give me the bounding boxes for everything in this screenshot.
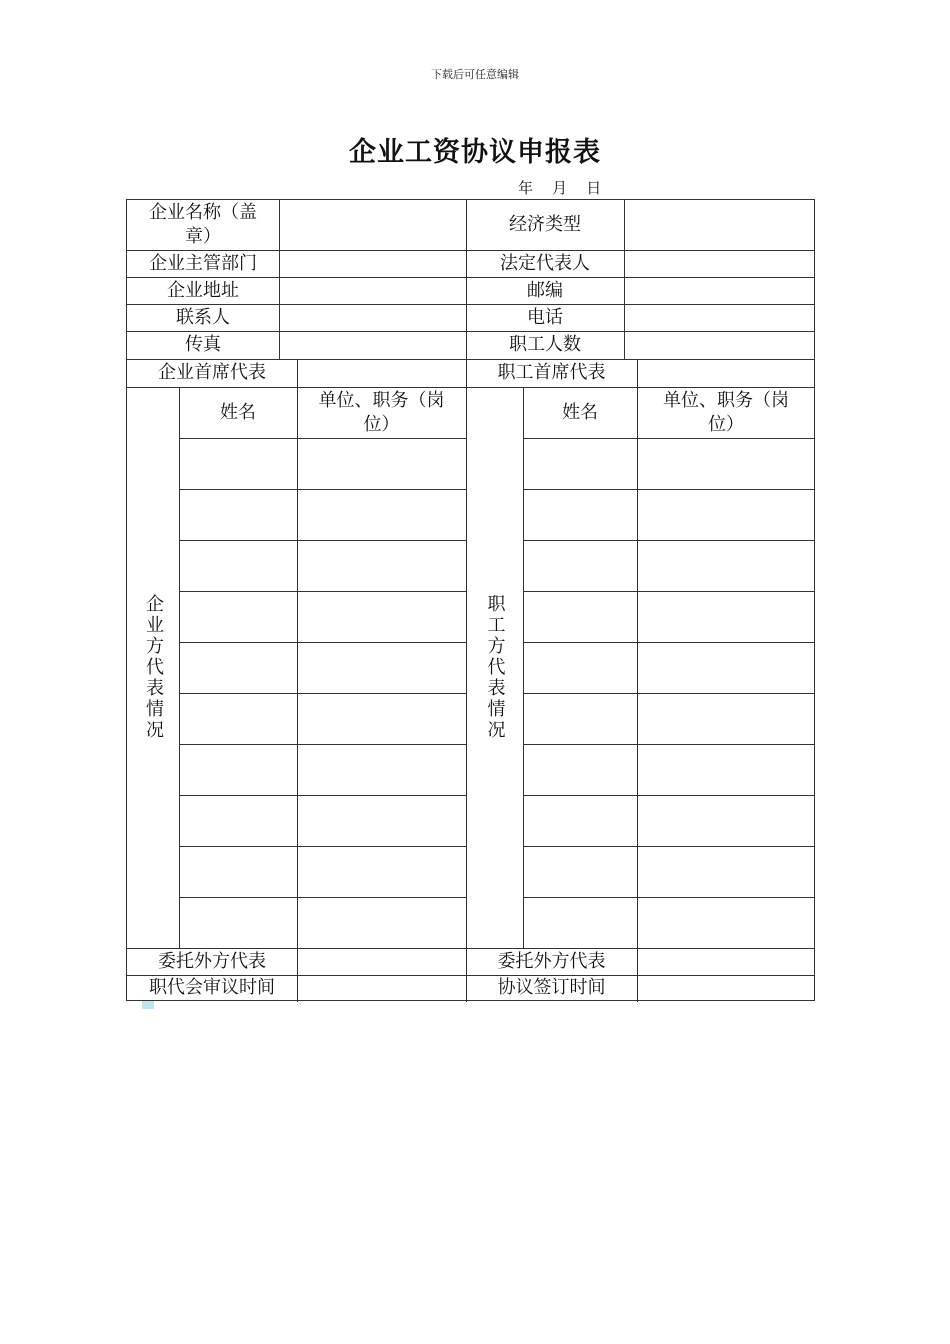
header-employee-unit-post: 单位、职务（岗位） xyxy=(663,389,789,435)
field-agreement-sign-time[interactable] xyxy=(637,975,815,1001)
label-enterprise-side xyxy=(127,387,179,948)
enterprise-side-text: 企业方代表情况 xyxy=(143,594,164,741)
cursor-mark xyxy=(142,1001,154,1009)
label-address: 企业地址 xyxy=(167,279,239,301)
field-economic-type[interactable] xyxy=(624,200,815,250)
field-entrusted-rep-left[interactable] xyxy=(297,948,466,975)
label-entrusted-rep-right: 委托外方代表 xyxy=(497,950,606,972)
field-enterprise-name[interactable] xyxy=(279,200,466,250)
date-month: 月 xyxy=(552,179,568,197)
label-entrusted-rep-left: 委托外方代表 xyxy=(158,950,266,972)
label-enterprise-name: 企业名称（盖章） xyxy=(149,202,257,247)
field-congress-review-time[interactable] xyxy=(297,975,466,1001)
page-title: 企业工资协议申报表 xyxy=(349,137,601,168)
label-employee-side xyxy=(466,387,523,948)
field-enterprise-chief-rep[interactable] xyxy=(297,359,466,387)
date-line xyxy=(518,177,601,198)
header-enterprise-name: 姓名 xyxy=(220,401,256,423)
label-enterprise-chief-rep: 企业首席代表 xyxy=(158,362,266,383)
field-fax[interactable] xyxy=(279,331,466,359)
label-employee-count: 职工人数 xyxy=(509,334,581,355)
label-economic-type: 经济类型 xyxy=(509,214,581,235)
label-contact: 联系人 xyxy=(176,306,230,328)
employee-side-text: 职工方代表情况 xyxy=(484,594,506,741)
field-entrusted-rep-right[interactable] xyxy=(637,948,815,975)
label-phone: 电话 xyxy=(527,306,563,328)
field-employee-count[interactable] xyxy=(624,331,815,359)
label-supervising-dept: 企业主管部门 xyxy=(149,252,257,274)
label-agreement-sign-time: 协议签订时间 xyxy=(497,977,606,998)
field-phone[interactable] xyxy=(624,304,815,331)
field-employee-chief-rep[interactable] xyxy=(637,359,815,387)
application-form-table xyxy=(126,199,815,1001)
label-fax: 传真 xyxy=(185,334,221,355)
label-congress-review-time: 职代会审议时间 xyxy=(149,977,275,998)
field-postcode[interactable] xyxy=(624,277,815,304)
label-postcode: 邮编 xyxy=(527,279,563,301)
header-note: 下载后可任意编辑 xyxy=(431,68,519,81)
date-day: 日 xyxy=(586,179,602,197)
field-legal-rep[interactable] xyxy=(624,250,815,277)
field-supervising-dept[interactable] xyxy=(279,250,466,277)
label-employee-chief-rep: 职工首席代表 xyxy=(497,362,606,383)
field-contact[interactable] xyxy=(279,304,466,331)
field-address[interactable] xyxy=(279,277,466,304)
header-enterprise-unit-post: 单位、职务（岗位） xyxy=(318,389,445,435)
label-legal-rep: 法定代表人 xyxy=(500,252,590,274)
date-year: 年 xyxy=(518,179,534,197)
header-employee-name: 姓名 xyxy=(562,401,598,423)
